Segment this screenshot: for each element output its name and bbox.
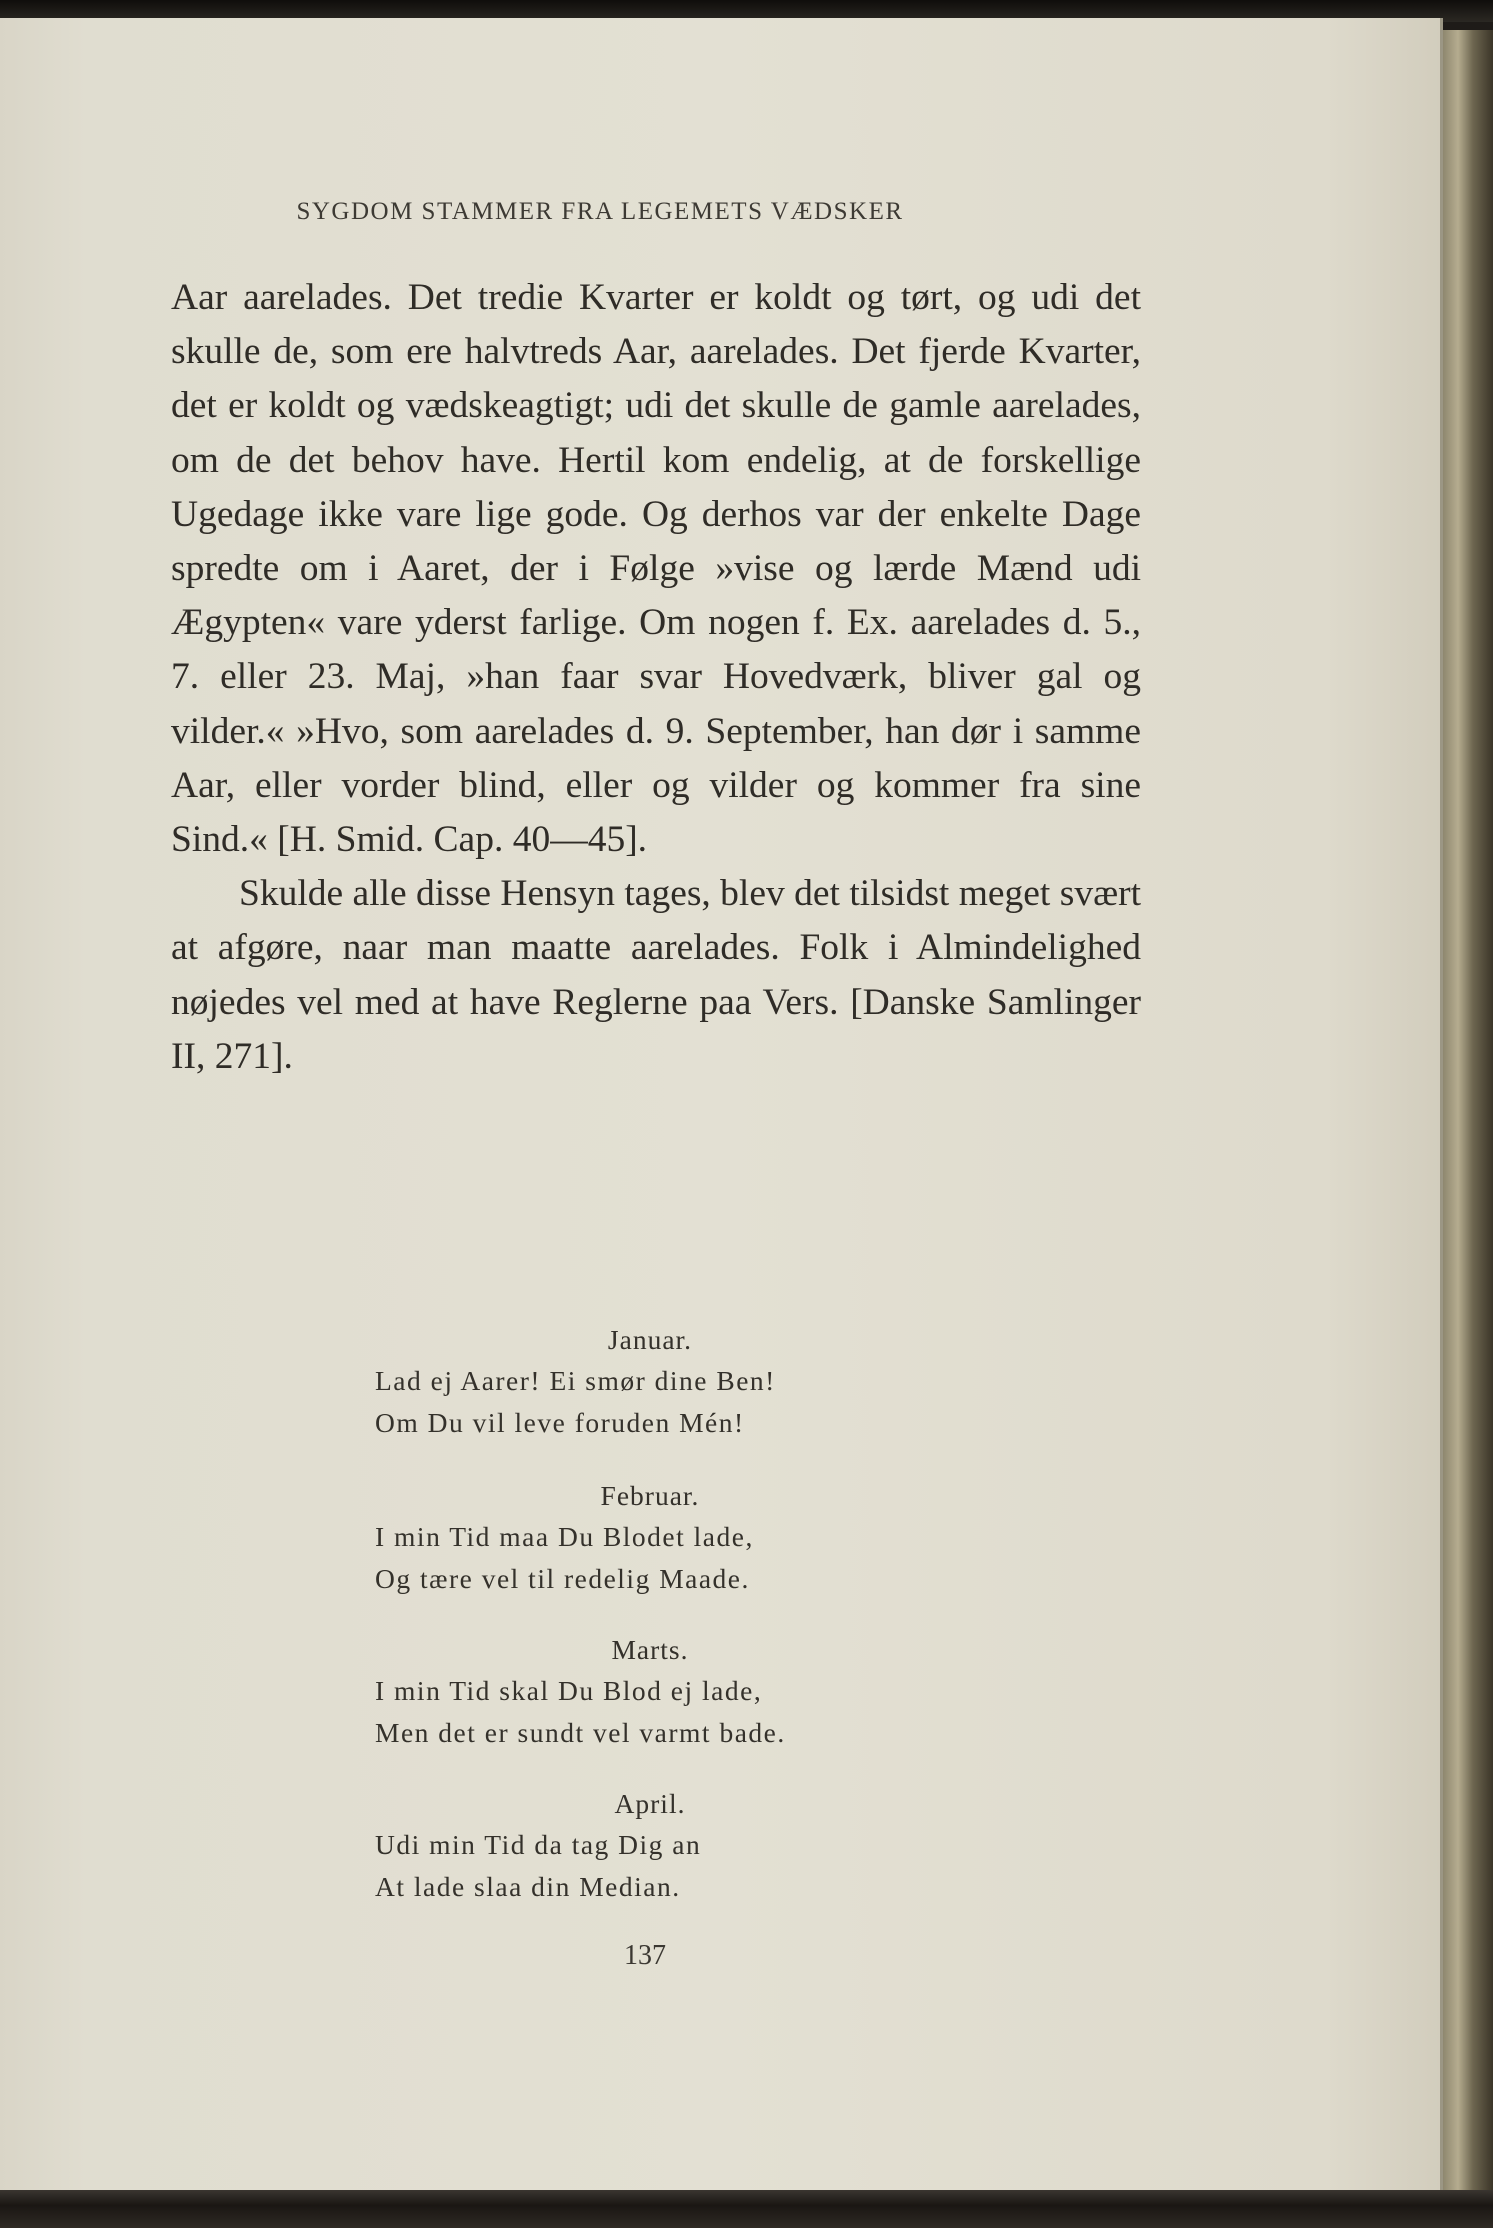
page-number: 137 <box>624 1940 666 1971</box>
verse-februar <box>330 1476 990 1600</box>
verse-april <box>330 1784 990 1908</box>
verse-line: Udi min Tid da tag Dig an <box>375 1829 702 1860</box>
verse-marts <box>330 1630 990 1754</box>
verse-month-heading: Februar. <box>600 1480 700 1511</box>
verse-month-heading: April. <box>614 1788 686 1819</box>
verse-line: Om Du vil leve foruden Mén! <box>375 1407 745 1438</box>
paragraph: Aar aarelades. Det tredie Kvarter er koldt og tørt, og udi det skulle de, som ere halvtreds Aar, aarelades. Det fjerde Kvarter, det er koldt og vædskeagtigt; udi det skulle de gamle aarelades, om de det behov have. Hertil kom endelig, at de forskellige Ugedage ikke vare lige gode. Og derhos var der enkelte Dage spredte om i Aaret, der i Følge »vise og lærde Mænd udi Ægypten« vare yderst farlige. Om nogen f. Ex. aarelades d. 5., 7. eller 23. Maj, »han faar svar Hovedværk, bliver gal og vilder.« »Hvo, som aarelades d. 9. September, han dør i samme Aar, eller vorder blind, eller og vilder og kommer fra sine Sind.« [H. Smid. Cap. 40—45]. <box>171 277 1141 861</box>
verse-januar <box>330 1320 990 1444</box>
scan-bottom-edge <box>0 2190 1493 2228</box>
body-text <box>171 271 1141 1084</box>
verse-line: Og tære vel til redelig Maade. <box>375 1563 750 1594</box>
page-edge-shadow <box>1443 30 1493 2200</box>
verse-line: I min Tid skal Du Blod ej lade, <box>375 1675 763 1706</box>
verse-month-heading: Marts. <box>611 1634 689 1665</box>
verse-line: At lade slaa din Median. <box>375 1871 681 1902</box>
verse-month-heading: Januar. <box>607 1324 693 1355</box>
running-header: SYGDOM STAMMER FRA LEGEMETS VÆDSKER <box>296 198 904 225</box>
verse-line: I min Tid maa Du Blodet lade, <box>375 1521 754 1552</box>
paragraph: Skulde alle disse Hensyn tages, blev det tilsidst meget svært at afgøre, naar man maatte aarelades. Folk i Almindelighed nøjedes vel med at have Reglerne paa Vers. [Danske Samlinger II, 271]. <box>171 873 1141 1077</box>
verse-line: Men det er sundt vel varmt bade. <box>375 1717 786 1748</box>
verse-line: Lad ej Aarer! Ei smør dine Ben! <box>375 1365 776 1396</box>
